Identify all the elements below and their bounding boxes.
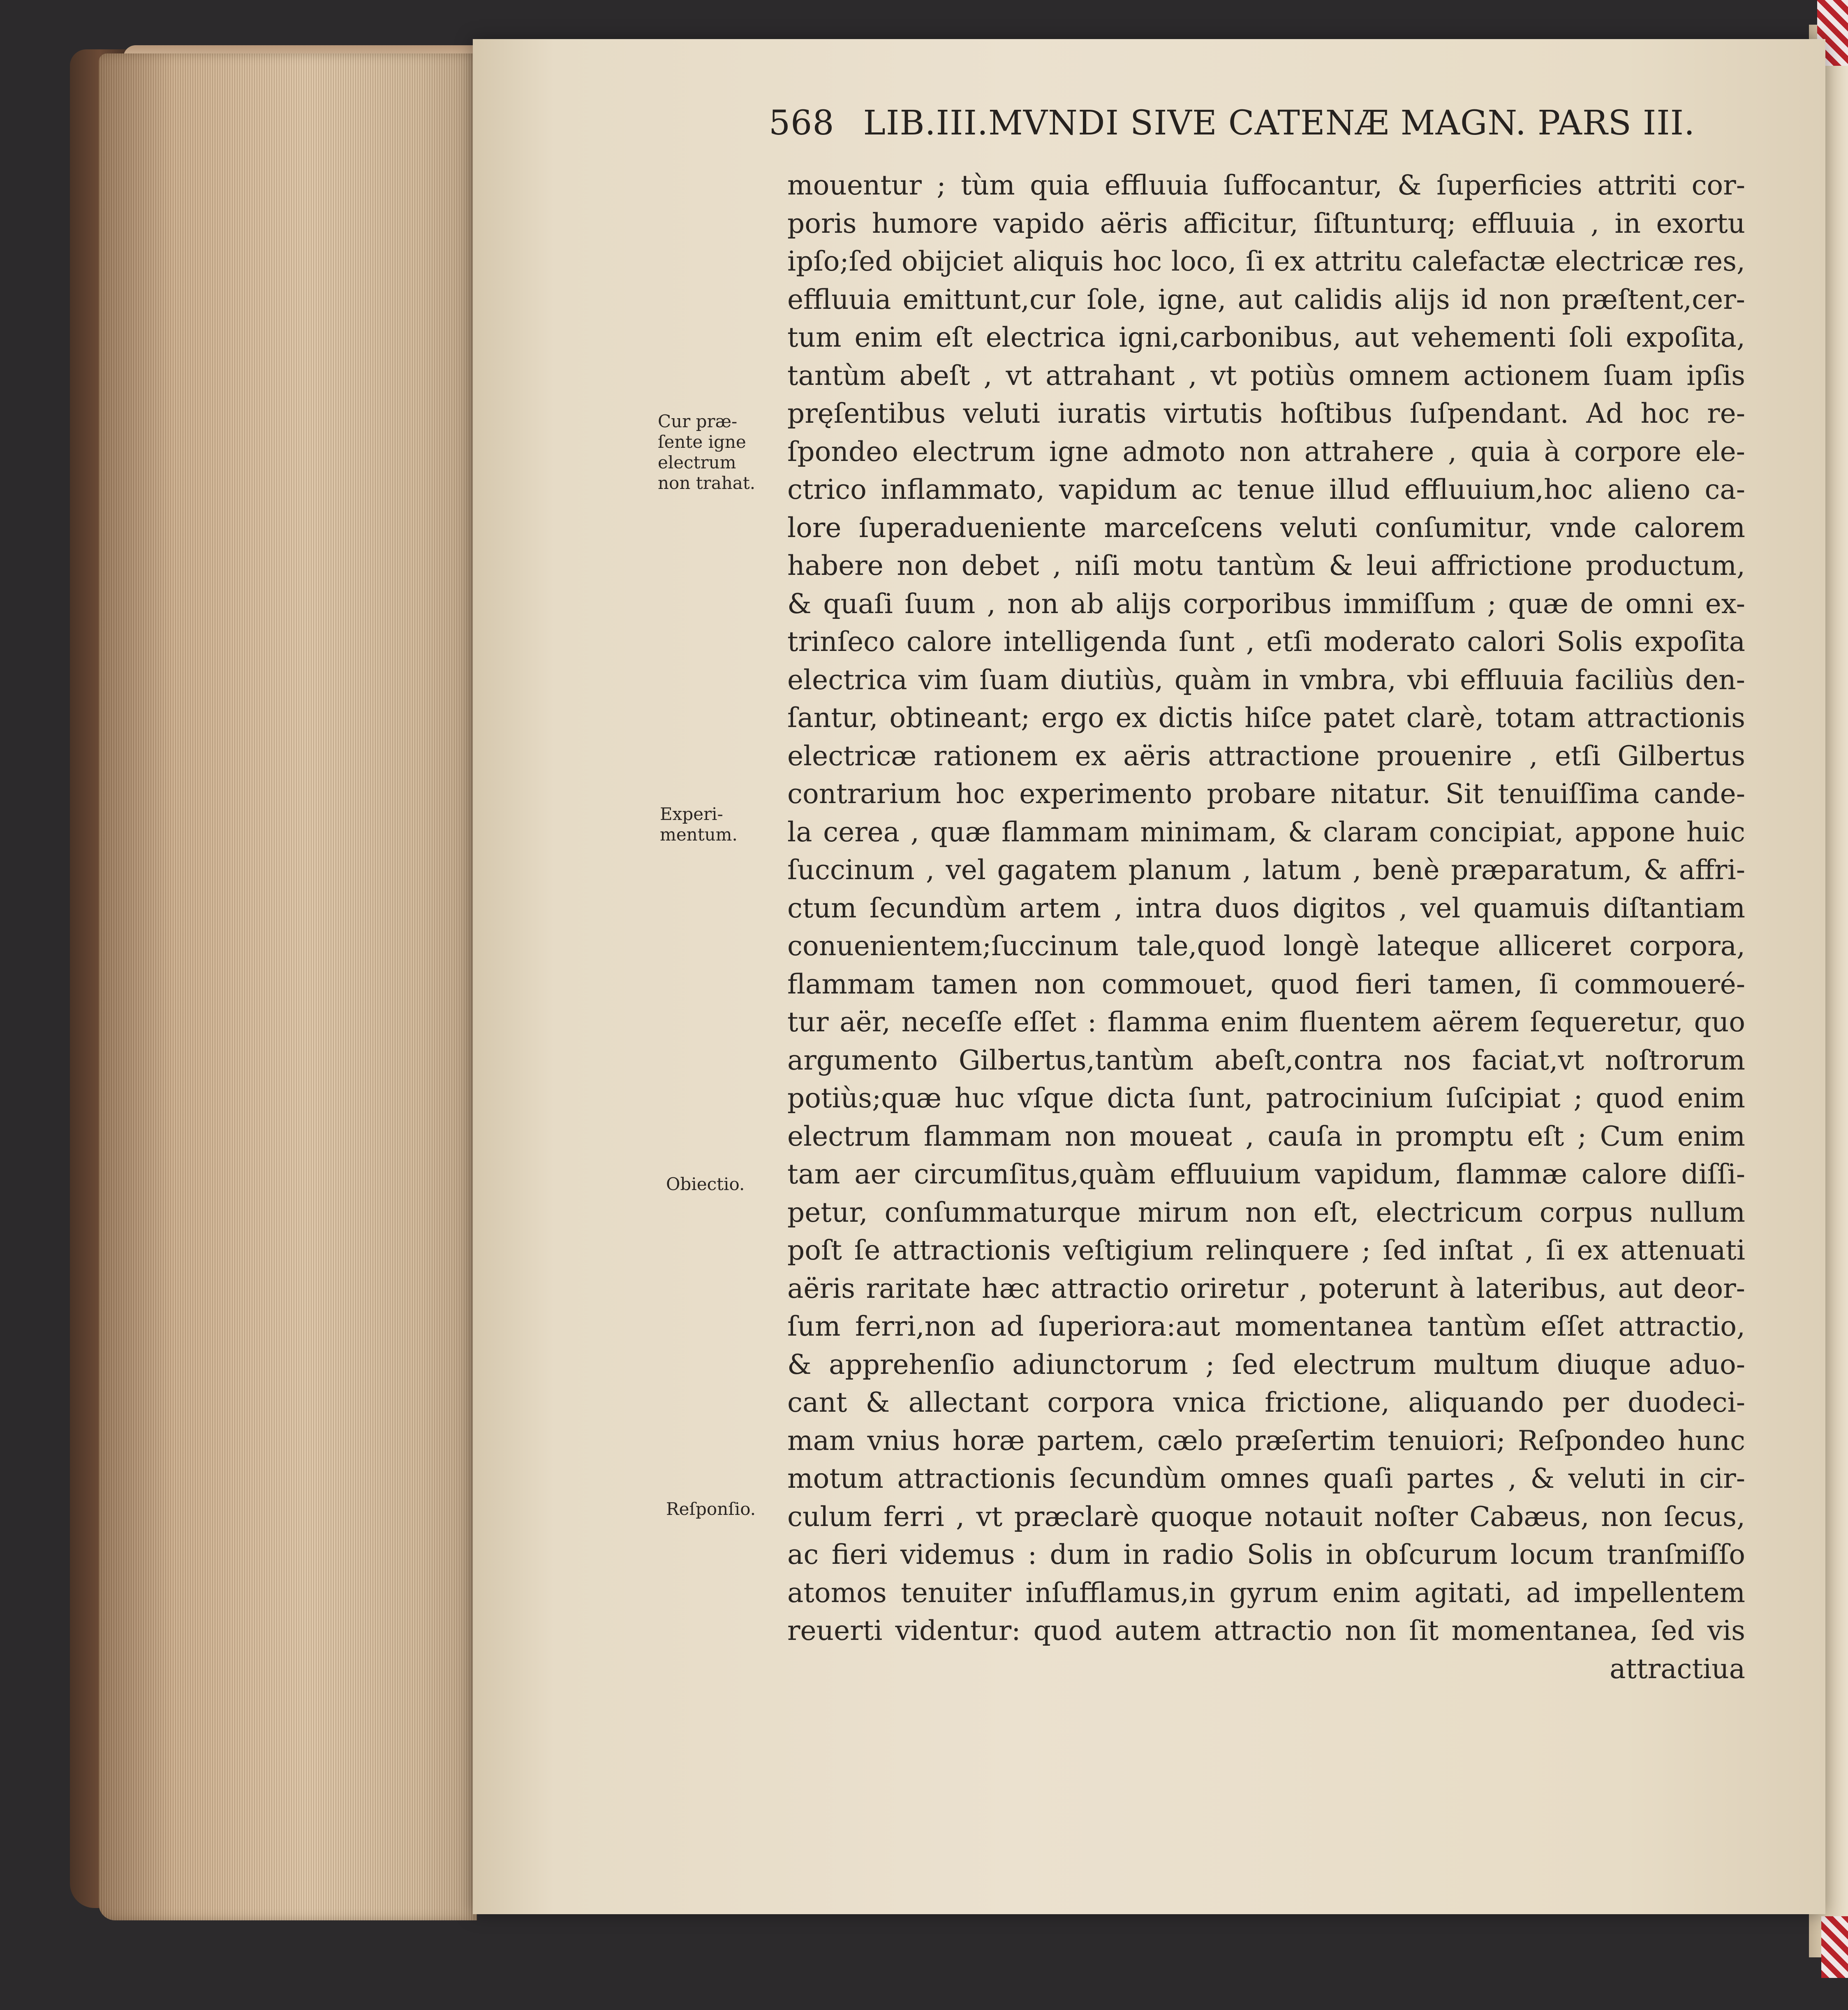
text-line: contrarium hoc experimento probare nitatur. Sit tenuiſſima cande- — [787, 778, 1745, 810]
text-line: argumento Gilbertus,tantùm abeſt,contra nos faciat,vt noſtrorum — [787, 1044, 1745, 1076]
text-line: ſpondeo electrum igne admoto non attrahere , quia à corpore ele- — [787, 435, 1745, 468]
marginal-note-obiectio — [666, 1174, 745, 1195]
text-line: la cerea , quæ flammam minimam, & claram concipiat, appone huic — [787, 816, 1745, 848]
text-line: ſum ferri,non ad ſuperiora:aut momentanea tantùm eſſet attractio, — [787, 1311, 1745, 1342]
text-line: ſuccinum , vel gagatem planum , latum , benè præparatum, & affri- — [787, 854, 1745, 886]
text-line: atomos tenuiter inſufflamus,in gyrum enim agitati, ad impellentem — [787, 1577, 1745, 1609]
text-line: potiùs;quæ huc vſque dicta ſunt, patrocinium ſuſcipiat ; quod enim — [787, 1082, 1745, 1114]
text-line: & quaſi ſuum , non ab alijs corporibus immiſſum ; quæ de omni ex- — [787, 588, 1745, 620]
marginal-note-line: Reſponſio. — [666, 1499, 756, 1519]
page-block-edges — [99, 53, 477, 1920]
text-line: & apprehenſio adiunctorum ; ſed electrum multum diuque aduo- — [787, 1348, 1745, 1380]
text-line: tum enim eſt electrica igni,carbonibus, aut vehementi ſoli expoſita, — [787, 322, 1745, 353]
text-line: electrum flammam non moueat , cauſa in promptu eſt ; Cum enim — [787, 1120, 1745, 1152]
text-line: culum ferri , vt præclarè quoque notauit noſter Cabæus, non ſecus, — [787, 1501, 1745, 1533]
text-line: reuerti videntur: quod autem attractio non ſit momentanea, ſed vis — [787, 1615, 1745, 1646]
text-line: pręſentibus veluti iuratis virtutis hoſtibus ſuſpendant. Ad hoc re- — [787, 398, 1745, 429]
marginal-note-line: electrum — [658, 452, 736, 472]
marginal-note-cur-praesente — [658, 411, 755, 493]
text-line: effluuia emittunt,cur ſole, igne, aut calidis alijs id non præſtent,cer- — [787, 283, 1745, 315]
text-line: aëris raritate hæc attractio oriretur , poterunt à lateribus, aut deor- — [787, 1272, 1745, 1304]
text-line: ac fieri videmus : dum in radio Solis in obſcurum locum tranſmiſſo — [787, 1539, 1745, 1570]
catchword: attractiua — [1610, 1653, 1745, 1685]
text-line: flammam tamen non commouet, quod fieri tamen, ſi commoueré- — [787, 968, 1745, 1000]
marginal-note-line: Experi- — [660, 804, 723, 824]
page-number: 568 — [769, 104, 835, 143]
text-line: tur aër, neceſſe eſſet : flamma enim fluentem aërem ſequeretur, quo — [787, 1006, 1745, 1038]
text-line: lore ſuperadueniente marceſcens veluti conſumitur, vnde calorem — [787, 512, 1745, 544]
text-line: habere non debet , niſi motu tantùm & leui affrictione productum, — [787, 550, 1745, 581]
body-text — [787, 167, 1745, 1688]
text-line: conuenientem;ſuccinum tale,quod longè lateque alliceret corpora, — [787, 930, 1745, 962]
marginal-note-experimentum — [660, 804, 738, 845]
bookmark-ribbon-bottom — [1821, 1916, 1848, 1978]
text-line: mouentur ; tùm quia effluuia ſuffocantur, & ſuperficies attriti cor- — [787, 169, 1745, 201]
marginal-note-line: mentum. — [660, 824, 738, 845]
marginal-note-line: Obiectio. — [666, 1174, 745, 1194]
text-line: cant & allectant corpora vnica frictione, aliquando per duodeci- — [787, 1387, 1745, 1418]
text-line: ipſo;ſed obijciet aliquis hoc loco, ſi ex attritu calefactæ electricæ res, — [787, 245, 1745, 277]
marginal-note-line: Cur præ- — [658, 411, 738, 431]
running-head — [769, 103, 1723, 144]
text-line: poſt ſe attractionis veſtigium relinquere ; ſed inſtat , ſi ex attenuati — [787, 1234, 1745, 1266]
text-line: trinſeco calore intelligenda ſunt , etſi moderato calori Solis expoſita — [787, 626, 1745, 658]
text-line: poris humore vapido aëris afficitur, ſiſtunturq; effluuia , in exortu — [787, 207, 1745, 239]
marginal-note-responsio — [666, 1499, 756, 1519]
marginal-note-line: ſente igne — [658, 432, 746, 452]
text-line: electrica vim ſuam diutiùs, quàm in vmbra, vbi effluuia faciliùs den- — [787, 664, 1745, 696]
text-line: ſantur, obtineant; ergo ex dictis hiſce patet clarè, totam attractionis — [787, 702, 1745, 734]
text-line: motum attractionis ſecundùm omnes quaſi partes , & veluti in cir- — [787, 1463, 1745, 1494]
text-line: tantùm abeſt , vt attrahant , vt potiùs omnem actionem ſuam ipſis — [787, 359, 1745, 391]
text-line: ctum ſecundùm artem , intra duos digitos , vel quamuis diſtantiam — [787, 892, 1745, 924]
running-title: LIB.III.MVNDI SIVE CATENÆ MAGN. PARS III. — [863, 104, 1695, 143]
text-line: petur, conſummaturque mirum non eſt, electricum corpus nullum — [787, 1196, 1745, 1228]
text-line: tam aer circumſitus,quàm effluuium vapidum, flammæ calore diſſi- — [787, 1158, 1745, 1190]
text-line: electricæ rationem ex aëris attractione prouenire , etſi Gilbertus — [787, 740, 1745, 772]
text-line: mam vnius horæ partem, cælo præſertim tenuiori; Reſpondeo hunc — [787, 1424, 1745, 1457]
text-line: ctrico inflammato, vapidum ac tenue illud effluuium,hoc alieno ca- — [787, 474, 1745, 505]
marginal-note-line: non trahat. — [658, 473, 756, 493]
